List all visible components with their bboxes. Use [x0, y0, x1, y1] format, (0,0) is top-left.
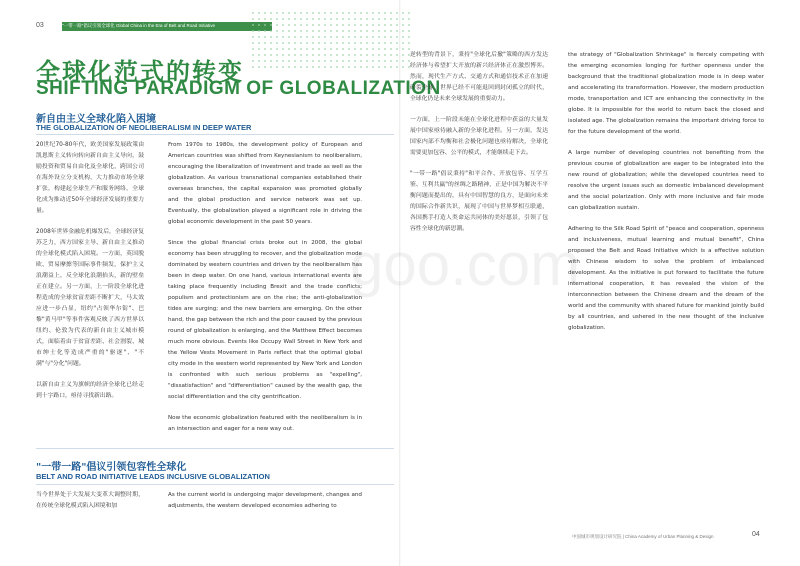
paragraph: 当今世界处于大发展大变革大调整时期，在传统全球化模式陷入困境和加 — [36, 492, 144, 509]
paragraph: Since the global financial crisis broke out in 2008, the global economy has been struggling to recover, and the globalization mode dominated by western countries and driven by the neoliberalism has been in deep water. On one hand, various international events are taking place frequently including Brexit and the trade conflicts; populism and protectionism are on the rise; the anti-globalization tides are surging; and the new barriers are emerging. On the other hand, the gap between the rich and the poor caused by the previous round of globalization is enlarging, and the Matthew Effect becomes much more obvious. Events like Occupy Wall Street in New York and the Yellow Vests Movement in Paris reflect that the optimal global city mode in the western world represented by New York and London is confronted with such serious problems as "expelling", "dissatisfaction" and "differentiation" caused by the wealth gap, the social differentiation and the city gentrification. — [168, 240, 362, 400]
chapter-title-en: SHIFTING PARADIGM OF GLOBALIZATION — [36, 78, 441, 99]
section2-heading-en: BELT AND ROAD INITIATIVE LEADS INCLUSIVE GLOBALIZATION — [36, 472, 270, 481]
paragraph: 以新自由主义为旗帜的经济全球化已经走到十字路口，亟待寻找新出路。 — [36, 382, 144, 399]
paragraph: A large number of developing countries not benefiting from the previous course of globalization are eager to be integrated into the new round of globalization; while the developed countries need to resolve the urgent issues such as domestic imbalanced development and the social polarization. Only with more inclusive and fair mode can globalization sustain. — [568, 150, 764, 211]
paragraph: Adhering to the Silk Road Spirit of "peace and cooperation, openness and inclusiveness, mutual learning and mutual benefit", China proposed the Belt and Road Initiative which is a effective solution with Chinese wisdom to solve the problem of imbalanced development. As the initiative is put forward to facilitate the future international cooperation, it has revealed the vision of the interconnection between the Chinese dream and the dream of the world and the community with shared future for mankind jointly build by all countries, and ushered in the new thought of the inclusive globalization. — [568, 226, 764, 331]
section1-heading-en: THE GLOBALIZATION OF NEOLIBERALISM IN DEEP WATER — [36, 123, 252, 132]
right-page-en-column — [568, 50, 764, 344]
section1-heading-cn: 新自由主义全球化陷入困境 — [36, 114, 156, 125]
page-number-right: 04 — [752, 531, 760, 538]
section1-cn-column — [36, 140, 144, 412]
paragraph: As the current world is undergoing major development, changes and adjustments, the western developed economies adhering to — [168, 492, 362, 509]
decorative-dot-pattern — [250, 10, 410, 70]
paragraph: 逆转型的背景下，秉持"全球化后撤"策略的西方发达经济体与希望扩大开放的新兴经济体正在激烈博弈。然而，现代生产方式、交通方式和通信技术正在加速碎裂全球，世界已经不可能退回到封闭孤立的时代，全球化仍是未来全球发展的重要动力。 — [410, 52, 548, 102]
paragraph: the strategy of "Globalization Shrinkage" is fiercely competing with the emerging economies longing for further openness under the background that the traditional globalization mode is in deep water and accelerating its transformation. However, the modern production mode, transportation and ICT are enhancing the connectivity in the globe. It is impossible for the world to return back the closed and isolated age. The globalization remains the important driving force to for the future development of the world. — [568, 52, 764, 135]
page-number-left: 03 — [36, 22, 44, 29]
chapter-title-cn: 全球化范式的转变 — [36, 58, 244, 86]
right-page-cn-column — [410, 50, 548, 245]
section2-top-divider — [36, 448, 394, 449]
paragraph: 20世纪70-80年代，欧美国家发展政策由凯恩斯主义转向转向新自由主义导向，鼓励投资和贸易自由化及全球化，跨国公司在海外设立分支机构，大力推动市场全球扩张，构建起全球生产和服务网络，全球化成为推动近50年全球经济发展的重要力量。 — [36, 142, 144, 214]
section2-divider — [36, 484, 394, 485]
running-header-text: "一带一路"倡议引领全球化 Global China in the Era of Belt and Road Initiative — [62, 23, 216, 28]
section2-heading-cn: "一带一路"倡议引领包容性全球化 — [36, 462, 187, 473]
section1-divider — [36, 134, 394, 135]
paragraph: From 1970s to 1980s, the development policy of European and American countries was shifted from Keynesianism to neoliberalism, encouraging the liberalization of investment and trade as well as the globalization. As various transnational companies established their overseas branches, the capital expansion was promoted globally and the global production and service network was set up. Eventually, the globalization played a significant role in driving the global economic development in the past 50 years. — [168, 142, 362, 225]
section1-en-column — [168, 140, 362, 445]
watermark: goo.com — [350, 231, 581, 298]
paragraph: 2008年世界金融危机爆发后，全球经济复苏乏力，西方国家主导、新自由主义推动的全球化模式陷入困境。一方面，英国脱欧、贸易摩擦等国际事件频发，保护主义浪潮益上，反全球化浪潮抬头，新的壁垒正在建立。另一方面，上一阶段全球化进程造成的全球贫富差距不断扩大，马太效应进一步凸显，纽约"占领华尔街"、巴黎"黄马甲"等事件客观反映了西方世界以纽约、伦敦为代表的新自由主义城市模式，面临着由于贫富差距、社会割裂、城市绅士化等造成严重的"驱逐"、"不满"与"分化"问题。 — [36, 229, 144, 367]
paragraph: Now the economic globalization featured with the neoliberalism is in an intersection and eager for a new way out. — [168, 415, 362, 432]
paragraph: "一带一路"倡议秉持"和平合作、开放包容、互学互鉴、互利共赢"的丝绸之路精神，正是中国为解决不平衡问题而提出的，具有中国智慧的良方，是面向未来的国际合作新共识，展现了中国与世界梦相互联通，各国携手打造人类命运共同体的美好愿景，引领了包容性全球化的新思潮。 — [410, 171, 548, 232]
footer-text: 中国城市规划设计研究院 | China Academy of Urban Planning & Design — [572, 534, 714, 539]
section2-cn-column — [36, 490, 144, 522]
paragraph: 一方面，上一阶段未能在全球化进程中获益的大量发展中国家亟待融入新的全球化进程。另一方面，发达国家内部不均衡和社会极化问题也亟待解决，全球化需要更加包容、公平的模式，才能继续走下去。 — [410, 117, 548, 156]
section2-en-column — [168, 490, 362, 522]
